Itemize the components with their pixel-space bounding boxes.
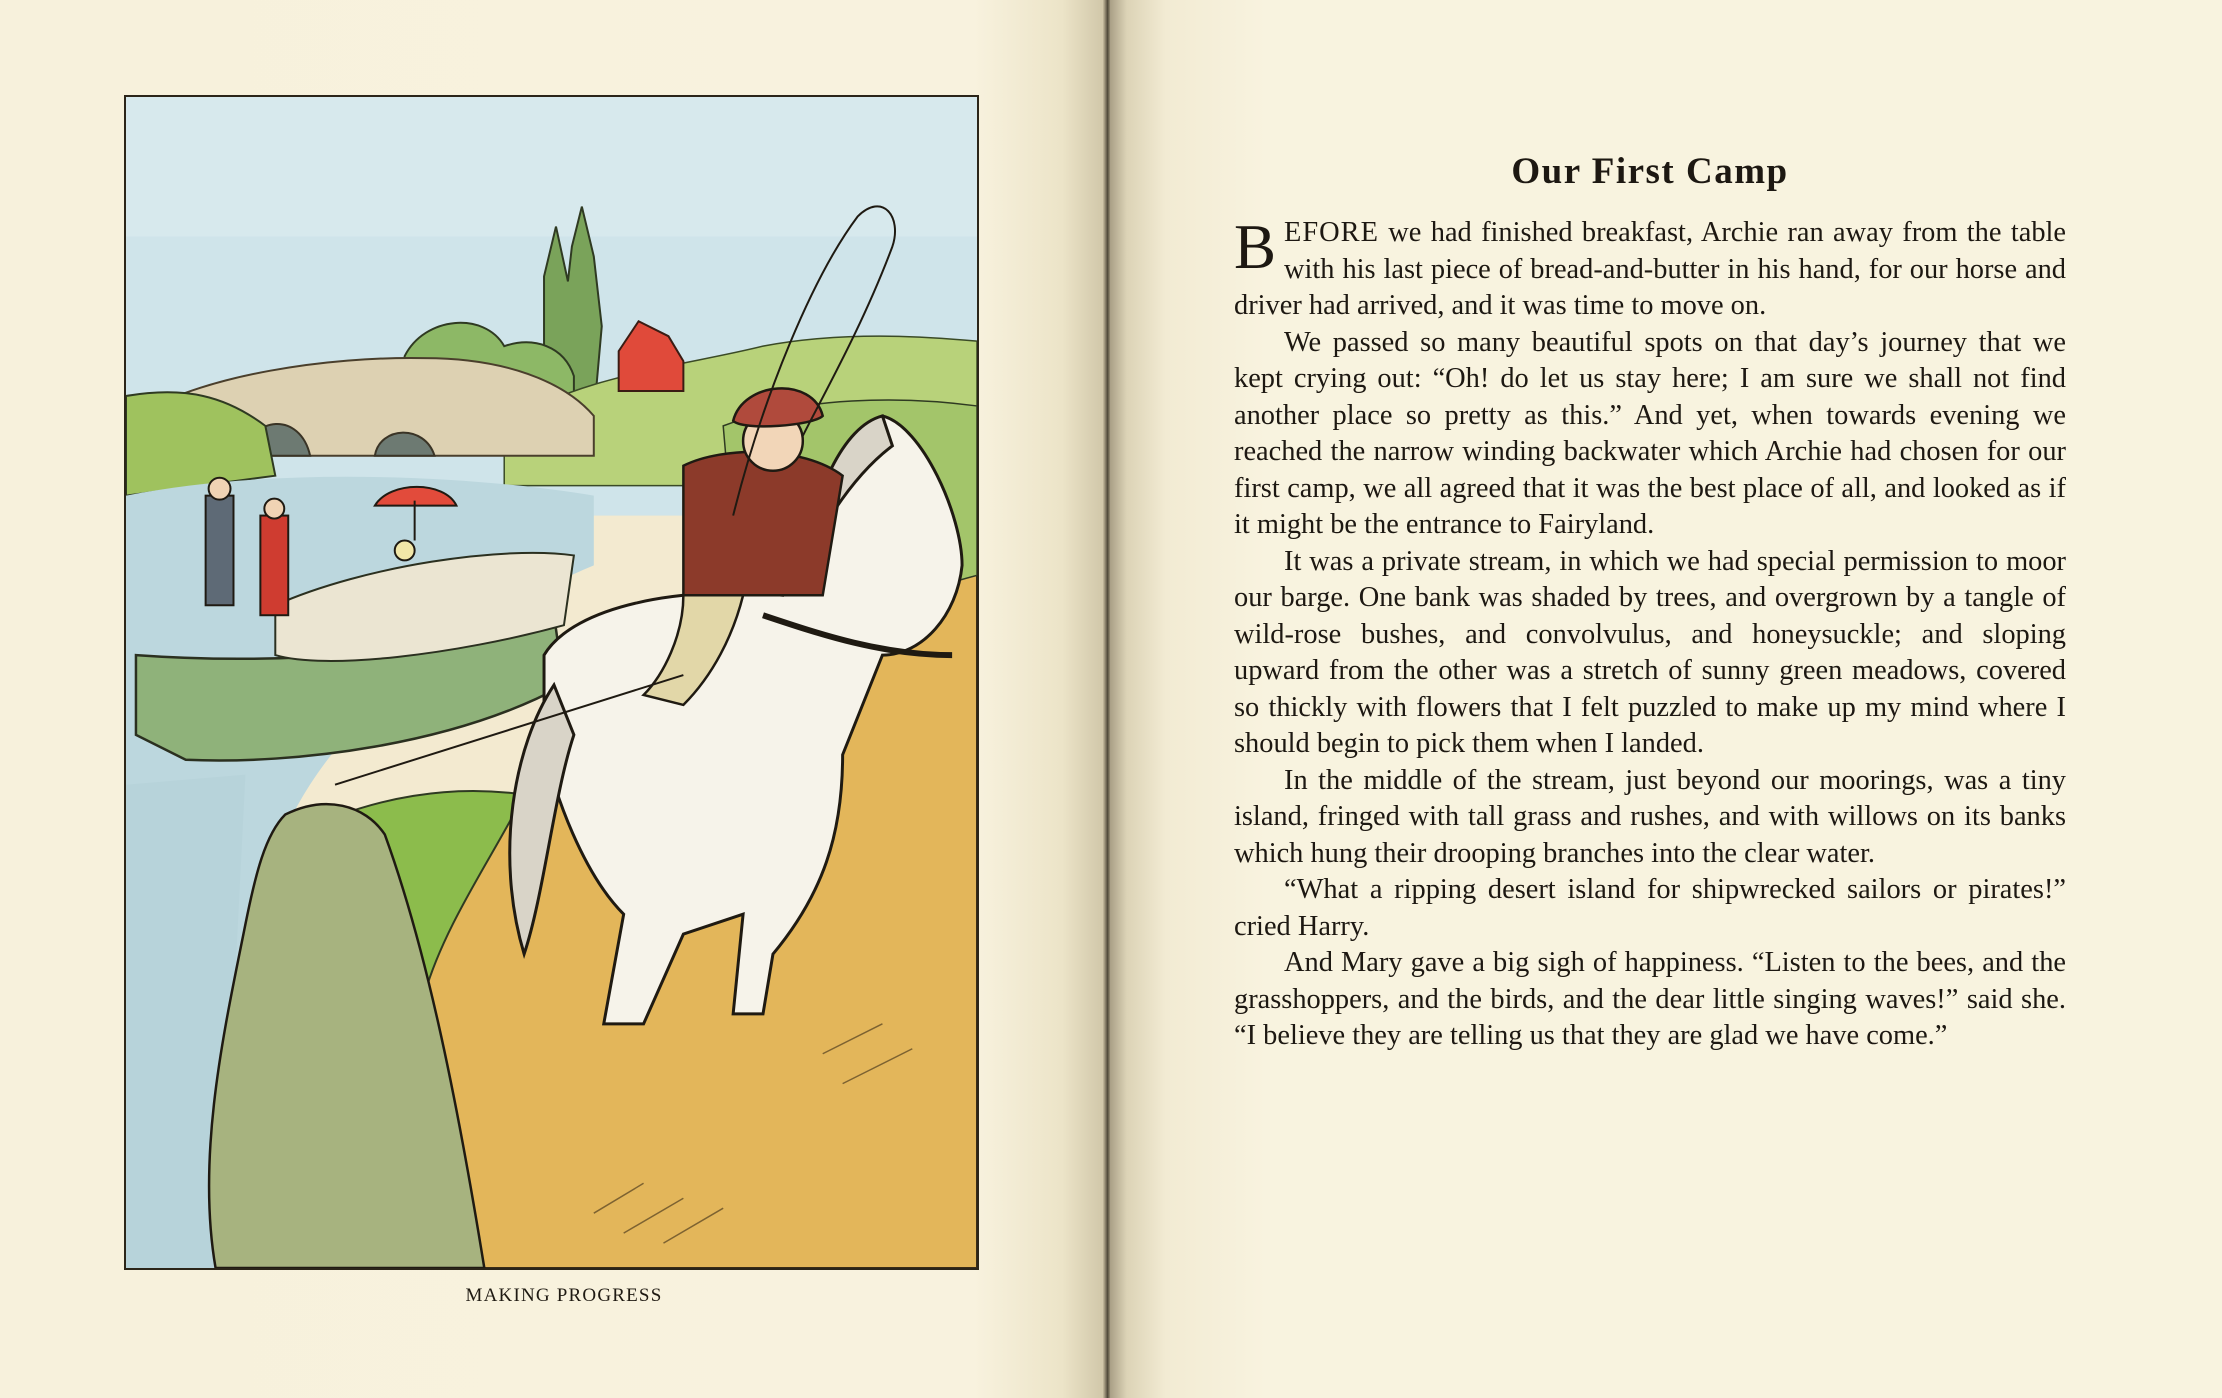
paragraph-2: We passed so many beautiful spots on that day’s journey that we kept crying out: “Oh! do let us stay here; I am sure we shall not find another place so pretty as this.” And yet, when towards evening we reached the narrow winding backwater which Archie had chosen for our first camp, we all agreed that it was the best place of all, and looked as if it might be the entrance to Fairyland.: [1234, 326, 2066, 540]
drop-cap: B: [1234, 212, 1277, 282]
paragraph-3: It was a private stream, in which we had special permission to moor our barge. One bank was shaded by trees, and overgrown by a tangle of wild-rose bushes, and convolvulus, and honeysuckle; and sloping upward from the other was a stretch of sunny green meadows, covered so thickly with flowers that I felt puzzled to make up my mind where I should begin to pick them when I landed.: [1234, 545, 2066, 759]
paragraph-6: And Mary gave a big sigh of happiness. “Listen to the bees, and the grasshoppers, and the birds, and the dear little singing waves!” said she. “I believe they are telling us that they are glad we have come.”: [1234, 947, 2066, 1051]
figure-man: [206, 496, 234, 606]
illustration-caption: MAKING PROGRESS: [465, 1285, 663, 1306]
sky-glow: [126, 97, 977, 237]
illustration-artwork: [126, 97, 977, 1268]
paragraph-4: In the middle of the stream, just beyond our moorings, was a tiny island, fringed with tall grass and rushes, and with willows on its banks which hung their drooping branches into the clear water.: [1234, 764, 2066, 869]
first-word-rest: EFORE: [1284, 217, 1379, 248]
chapter-title: Our First Camp: [1511, 151, 1789, 192]
paragraph-5: “What a ripping desert island for shipwrecked sailors or pirates!” cried Harry.: [1234, 874, 2066, 942]
figure-woman: [260, 516, 288, 616]
paragraph-1: [1234, 212, 2066, 325]
paragraph-1-text: we had finished breakfast, Archie ran away from the table with his last piece of bread-and-butter in his hand, for our horse and driver had arrived, and it was time to move on.: [1234, 217, 2066, 321]
illustration-making-progress: [124, 95, 979, 1270]
left-page: [0, 0, 1106, 1398]
chapter-text: [1234, 150, 2066, 1055]
rider-coat: [683, 452, 842, 595]
